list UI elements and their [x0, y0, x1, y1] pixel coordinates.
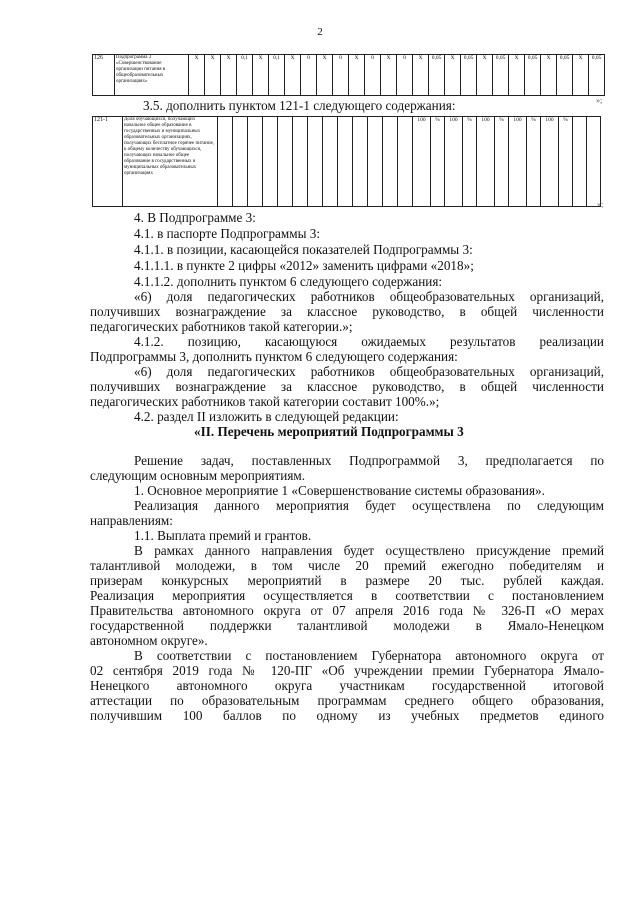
table1-cell: X [541, 55, 557, 96]
indicator-table-row-121-1 [92, 116, 604, 209]
indicator-table-row-126 [92, 54, 605, 96]
awards-line-2: талантливой молодежи, в том числе 20 премий ежегодно победителям и [90, 558, 604, 573]
table1-row-name: Подпрограмма 3 «Совершенствование организации питания в общеобразовательных организациях» [115, 55, 189, 96]
main-event-1: 1. Основное мероприятие 1 «Совершенствование системы образования». [134, 483, 545, 498]
table1-cell: 0,05 [429, 55, 445, 96]
governor-line-1: В соответствии с постановлением Губернатора автономного округа от [134, 648, 604, 663]
table1-cell: X [445, 55, 461, 96]
table2-cell: % [431, 117, 445, 207]
table1-cell: X [253, 55, 269, 96]
paragraph-4-1-1-1: 4.1.1.1. в пункте 2 цифры «2012» заменить цифрами «2018»; [134, 258, 474, 273]
table2-cell: 100 [445, 117, 463, 207]
section-line-2: следующим основным мероприятиям. [90, 468, 306, 483]
table1-end-mark: »; [596, 96, 603, 105]
table1-cell: X [285, 55, 301, 96]
table2-cell: 100 [541, 117, 559, 207]
table2-empty-cell [293, 117, 308, 207]
paragraph-4: 4. В Подпрограмме 3: [134, 210, 256, 225]
table2-cell: % [463, 117, 477, 207]
table1-cell: 0 [333, 55, 349, 96]
table1-cell: 0 [397, 55, 413, 96]
table2-empty-cell [383, 117, 398, 207]
table2-cell: % [559, 117, 573, 207]
table1-cell: 0,1 [269, 55, 285, 96]
table1-cell: X [317, 55, 333, 96]
table1-cell: 0,05 [493, 55, 509, 96]
table2-empty-cell [278, 117, 293, 207]
table2-empty-cell [218, 117, 233, 207]
table2-empty-cell [573, 117, 587, 207]
table1-cell: 0 [301, 55, 317, 96]
table2-empty-cell [587, 117, 604, 209]
table2-cell: % [527, 117, 541, 207]
awards-line-7: автономном округе». [90, 633, 208, 648]
page-number: 2 [317, 26, 323, 38]
paragraph-4-1-2-line-2: Подпрограммы 3, дополнить пунктом 6 следующего содержания: [90, 349, 458, 364]
table1-cell: 0,1 [237, 55, 253, 96]
table2-empty-cell [233, 117, 248, 207]
governor-line-4: аттестации по образовательным программам среднего общего образования, [90, 693, 604, 708]
table1-cell: 0,05 [525, 55, 541, 96]
quote-1-line-2: получивших вознаграждение за классное руководство, в общей численности [90, 304, 604, 319]
table1-cell: X [349, 55, 365, 96]
table1-cell: 0 [365, 55, 381, 96]
table2-cell: % [495, 117, 509, 207]
quote-2-line-1: «6) доля педагогических работников общеобразовательных организаций, [134, 364, 604, 379]
table2-cell: 100 [413, 117, 431, 207]
paragraph-4-1: 4.1. в паспорте Подпрограммы 3: [134, 226, 321, 241]
quote-1-line-1: «6) доля педагогических работников общеобразовательных организаций, [134, 289, 604, 304]
table1-cell: X [477, 55, 493, 96]
table2-empty-cell [263, 117, 278, 207]
awards-line-5: Правительства автономного округа от 07 апреля 2016 года № 326-П «О мерах [90, 603, 604, 618]
table2-empty-cell [308, 117, 323, 207]
table2-row-number: 121-1 [93, 117, 123, 207]
table1-row-number: 126 [93, 55, 115, 96]
section-title: «II. Перечень мероприятий Подпрограммы 3 [194, 424, 464, 439]
table1-cell: 0,05 [557, 55, 573, 96]
table2-row-name: Доля обучающихся, получающих начальное общее образование в государственных и муниципальных образовательных организациях, получающих бесплатное горячее питание, к общему количеству обучающихся, получающих начальное общее образование в государственных и муниципальных образовательных организациях [123, 117, 218, 207]
paragraph-4-2: 4.2. раздел II изложить в следующей редакции: [134, 409, 399, 424]
awards-line-4: Реализация мероприятия осуществляется в соответствии с постановлением [90, 588, 604, 603]
table1-cell: 0,05 [589, 55, 605, 96]
table1-cell: X [189, 55, 205, 96]
table1-cell: X [509, 55, 525, 96]
table2-empty-cell [323, 117, 338, 207]
section-line-1: Решение задач, поставленных Подпрограммой 3, предполагается по [134, 453, 604, 468]
governor-line-5: получившим 100 баллов по одному из учебных предметов единого [90, 708, 604, 723]
table2-empty-cell [248, 117, 263, 207]
table2-end-mark: »; [597, 200, 604, 209]
table2-empty-cell [368, 117, 383, 207]
awards-line-3: призерам конкурсных мероприятий в размере 20 тыс. рублей каждая. [90, 573, 604, 588]
table1-cell: X [221, 55, 237, 96]
table1-cell: X [205, 55, 221, 96]
table2-cell: 100 [509, 117, 527, 207]
table1-cell: X [381, 55, 397, 96]
awards-line-6: государственной поддержки талантливой молодежи в Ямало-Ненецком [90, 618, 604, 633]
table1-cell: 0,05 [461, 55, 477, 96]
table2-empty-cell [338, 117, 353, 207]
quote-2-line-3: педагогических работников такой категории составит 100%.»; [90, 394, 440, 409]
table2-empty-cell [398, 117, 413, 207]
awards-line-1: В рамках данного направления будет осуществлено присуждение премий [134, 543, 604, 558]
table2-empty-cell [353, 117, 368, 207]
direction-1-1: 1.1. Выплата премий и грантов. [134, 528, 312, 543]
paragraph-4-1-1-2: 4.1.1.2. дополнить пунктом 6 следующего содержания: [134, 274, 443, 289]
quote-1-line-3: педагогических работников такой категории.»; [90, 319, 353, 334]
paragraph-3-5: 3.5. дополнить пунктом 121-1 следующего содержания: [143, 98, 456, 113]
table1-cell: X [573, 55, 589, 96]
governor-line-2: 02 сентября 2019 года № 120-ПГ «Об учреждении премии Губернатора Ямало- [90, 663, 604, 678]
table2-cell: 100 [477, 117, 495, 207]
quote-2-line-2: получивших вознаграждение за классное руководство, в общей численности [90, 379, 604, 394]
paragraph-4-1-2-line-1: 4.1.2. позицию, касающуюся ожидаемых результатов реализации [134, 334, 604, 349]
paragraph-4-1-1: 4.1.1. в позиции, касающейся показателей Подпрограммы 3: [134, 242, 473, 257]
table1-cell: X [413, 55, 429, 96]
implementation-line-2: направлениям: [90, 513, 173, 528]
implementation-line-1: Реализация данного мероприятия будет осуществлена по следующим [134, 498, 604, 513]
governor-line-3: Ненецкого автономного округа участникам государственной итоговой [90, 678, 604, 693]
